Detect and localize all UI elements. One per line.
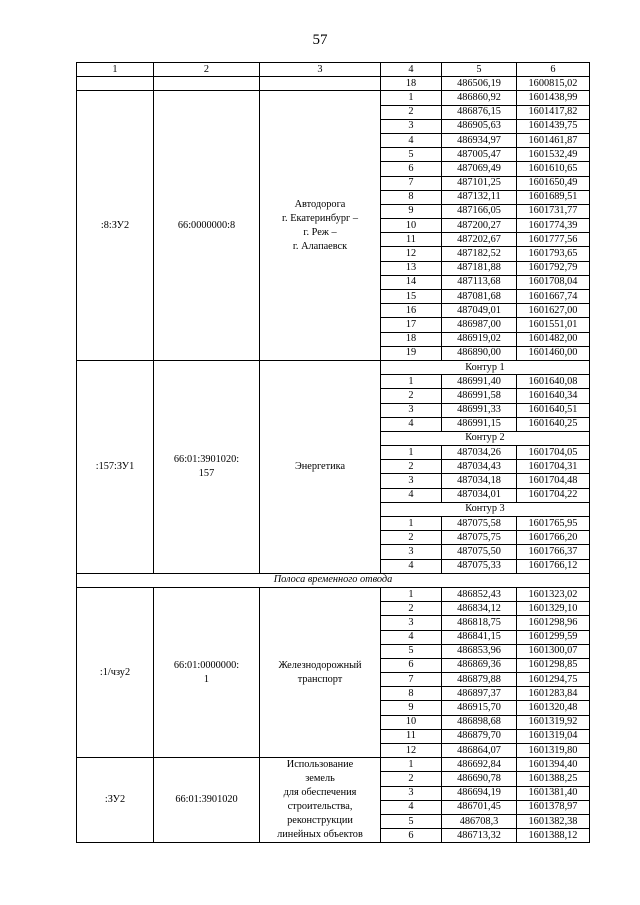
- point-number-cell: 2: [381, 460, 442, 474]
- coordinate-x-cell: 486991,40: [442, 375, 517, 389]
- cell-line: транспорт: [297, 673, 343, 685]
- empty-cell: [77, 77, 154, 91]
- point-number-cell: 17: [381, 318, 442, 332]
- coordinate-x-cell: 486694,19: [442, 786, 517, 800]
- coordinate-y-cell: 1601460,00: [517, 346, 590, 360]
- page-number: 57: [312, 32, 328, 48]
- coordinate-x-cell: 487075,75: [442, 531, 517, 545]
- cell-line: Железнодорожный: [278, 659, 362, 671]
- coordinate-x-cell: 487181,88: [442, 261, 517, 275]
- contour-label: Контур 1: [381, 360, 590, 374]
- coordinate-x-cell: 486991,58: [442, 389, 517, 403]
- coordinate-x-cell: 486879,70: [442, 729, 517, 743]
- parcel-id-cell: :157:ЗУ1: [77, 360, 154, 573]
- coordinate-y-cell: 1601482,00: [517, 332, 590, 346]
- point-number-cell: 10: [381, 715, 442, 729]
- coordinate-y-cell: 1601689,51: [517, 190, 590, 204]
- coordinate-x-cell: 487034,43: [442, 460, 517, 474]
- point-number-cell: 5: [381, 148, 442, 162]
- coordinate-y-cell: 1601300,07: [517, 644, 590, 658]
- table-row: [77, 91, 590, 105]
- point-number-cell: 8: [381, 687, 442, 701]
- cell-line: г. Реж –: [303, 226, 337, 238]
- cell-line: Автодорога: [294, 198, 346, 210]
- cell-line: 66:0000000:8: [177, 219, 236, 231]
- coordinate-x-cell: 487075,33: [442, 559, 517, 573]
- cell-line: реконструкции: [287, 815, 353, 827]
- cell-line: 66:01:3901020: [175, 794, 238, 806]
- point-number-cell: 12: [381, 744, 442, 758]
- coordinate-y-cell: 1601650,49: [517, 176, 590, 190]
- coordinate-y-cell: 1601640,51: [517, 403, 590, 417]
- coordinate-y-cell: 1601731,77: [517, 204, 590, 218]
- header-cell: 1: [77, 63, 154, 77]
- coordinate-y-cell: 1601532,49: [517, 148, 590, 162]
- coordinate-x-cell: 487132,11: [442, 190, 517, 204]
- cadastral-number-cell: [154, 758, 260, 843]
- point-number-cell: 6: [381, 162, 442, 176]
- coordinate-x-cell: 486708,3: [442, 814, 517, 828]
- cell-line: 157: [198, 467, 215, 479]
- coordinate-y-cell: 1601329,10: [517, 602, 590, 616]
- coordinate-y-cell: 1601394,40: [517, 758, 590, 772]
- coordinate-y-cell: 1601640,08: [517, 375, 590, 389]
- point-number-cell: 9: [381, 204, 442, 218]
- coordinate-y-cell: 1601551,01: [517, 318, 590, 332]
- coordinate-x-cell: 487182,52: [442, 247, 517, 261]
- coordinate-y-cell: 1601461,87: [517, 133, 590, 147]
- coordinate-x-cell: 487075,58: [442, 517, 517, 531]
- coordinate-x-cell: 486860,92: [442, 91, 517, 105]
- point-number-cell: 18: [381, 77, 442, 91]
- coordinate-y-cell: 1601319,04: [517, 729, 590, 743]
- point-number-cell: 5: [381, 644, 442, 658]
- point-number-cell: 4: [381, 488, 442, 502]
- point-number-cell: 3: [381, 545, 442, 559]
- coordinate-x-cell: 486818,75: [442, 616, 517, 630]
- cell-line: 66:01:0000000:: [173, 659, 240, 671]
- coordinate-y-cell: 1601388,12: [517, 829, 590, 843]
- point-number-cell: 4: [381, 800, 442, 814]
- header-cell: 2: [154, 63, 260, 77]
- cell-line: Использование: [286, 759, 354, 771]
- coordinate-y-cell: 1601381,40: [517, 786, 590, 800]
- coordinate-x-cell: 487101,25: [442, 176, 517, 190]
- coordinate-y-cell: 1601439,75: [517, 119, 590, 133]
- table-row: [77, 77, 590, 91]
- coordinate-x-cell: 486905,63: [442, 119, 517, 133]
- point-number-cell: 3: [381, 403, 442, 417]
- cell-line: 1: [203, 673, 210, 685]
- point-number-cell: 8: [381, 190, 442, 204]
- parcel-id-cell: :1/чзу2: [77, 587, 154, 757]
- coordinate-y-cell: 1601319,92: [517, 715, 590, 729]
- point-number-cell: 11: [381, 729, 442, 743]
- header-cell: 5: [442, 63, 517, 77]
- coordinate-y-cell: 1601765,95: [517, 517, 590, 531]
- coordinate-x-cell: 486879,88: [442, 673, 517, 687]
- coordinate-y-cell: 1601708,04: [517, 275, 590, 289]
- contour-label: Контур 2: [381, 431, 590, 445]
- parcel-id-cell: :ЗУ2: [77, 758, 154, 843]
- point-number-cell: 4: [381, 417, 442, 431]
- coordinate-x-cell: 486713,32: [442, 829, 517, 843]
- cell-line: г. Екатеринбург –: [282, 212, 358, 224]
- point-number-cell: 3: [381, 786, 442, 800]
- table-header-row: [77, 63, 590, 77]
- coordinate-y-cell: 1601378,97: [517, 800, 590, 814]
- coordinate-y-cell: 1601298,96: [517, 616, 590, 630]
- cadastral-number-cell: [154, 587, 260, 757]
- coordinate-y-cell: 1601320,48: [517, 701, 590, 715]
- point-number-cell: 2: [381, 602, 442, 616]
- coordinate-x-cell: 486987,00: [442, 318, 517, 332]
- point-number-cell: 1: [381, 517, 442, 531]
- point-number-cell: 2: [381, 531, 442, 545]
- point-number-cell: 1: [381, 446, 442, 460]
- land-use-cell: [260, 91, 381, 361]
- coordinate-x-cell: 486701,45: [442, 800, 517, 814]
- coordinate-y-cell: 1601704,31: [517, 460, 590, 474]
- empty-cell: [260, 77, 381, 91]
- coordinate-x-cell: 487069,49: [442, 162, 517, 176]
- header-cell: 3: [260, 63, 381, 77]
- coordinate-x-cell: 487034,26: [442, 446, 517, 460]
- coordinate-x-cell: 487005,47: [442, 148, 517, 162]
- parcel-id-cell: :8:ЗУ2: [77, 91, 154, 361]
- coordinate-y-cell: 1601793,65: [517, 247, 590, 261]
- coordinate-x-cell: 486915,70: [442, 701, 517, 715]
- cell-line: 66:01:3901020:: [173, 453, 240, 465]
- section-row: [77, 573, 590, 587]
- point-number-cell: 2: [381, 772, 442, 786]
- point-number-cell: 3: [381, 616, 442, 630]
- point-number-cell: 12: [381, 247, 442, 261]
- coordinate-y-cell: 1601792,79: [517, 261, 590, 275]
- point-number-cell: 5: [381, 814, 442, 828]
- point-number-cell: 19: [381, 346, 442, 360]
- table-row: [77, 758, 590, 772]
- coordinate-x-cell: 487049,01: [442, 304, 517, 318]
- point-number-cell: 4: [381, 559, 442, 573]
- point-number-cell: 1: [381, 758, 442, 772]
- coordinate-x-cell: 486919,02: [442, 332, 517, 346]
- land-use-cell: [260, 360, 381, 573]
- coordinate-x-cell: 486897,37: [442, 687, 517, 701]
- coordinate-y-cell: 1601704,22: [517, 488, 590, 502]
- coordinate-x-cell: 486890,00: [442, 346, 517, 360]
- cell-line: земель: [305, 773, 335, 785]
- point-number-cell: 4: [381, 630, 442, 644]
- coordinate-x-cell: 487113,68: [442, 275, 517, 289]
- coordinate-x-cell: 486876,15: [442, 105, 517, 119]
- coordinate-y-cell: 1601627,00: [517, 304, 590, 318]
- coordinate-x-cell: 486898,68: [442, 715, 517, 729]
- coordinate-y-cell: 1601766,20: [517, 531, 590, 545]
- point-number-cell: 2: [381, 105, 442, 119]
- coordinate-y-cell: 1601774,39: [517, 219, 590, 233]
- coordinate-y-cell: 1601298,85: [517, 658, 590, 672]
- point-number-cell: 2: [381, 389, 442, 403]
- coordinate-x-cell: 487166,05: [442, 204, 517, 218]
- coordinate-y-cell: 1601388,25: [517, 772, 590, 786]
- coordinate-y-cell: 1601299,59: [517, 630, 590, 644]
- table-row: [77, 587, 590, 601]
- coordinate-y-cell: 1601438,99: [517, 91, 590, 105]
- cadastral-number-cell: [154, 360, 260, 573]
- contour-label: Контур 3: [381, 502, 590, 516]
- point-number-cell: 13: [381, 261, 442, 275]
- coordinate-y-cell: 1600815,02: [517, 77, 590, 91]
- coordinate-y-cell: 1601283,84: [517, 687, 590, 701]
- cadastral-number-cell: [154, 91, 260, 361]
- coordinate-x-cell: 486690,78: [442, 772, 517, 786]
- point-number-cell: 6: [381, 829, 442, 843]
- coordinate-x-cell: 486853,96: [442, 644, 517, 658]
- coordinates-table: [76, 62, 590, 843]
- point-number-cell: 3: [381, 119, 442, 133]
- coordinate-x-cell: 486852,43: [442, 587, 517, 601]
- coordinate-y-cell: 1601777,56: [517, 233, 590, 247]
- coordinate-y-cell: 1601610,65: [517, 162, 590, 176]
- coordinate-x-cell: 486934,97: [442, 133, 517, 147]
- coordinate-x-cell: 486864,07: [442, 744, 517, 758]
- coordinate-x-cell: 486692,84: [442, 758, 517, 772]
- coordinate-y-cell: 1601704,05: [517, 446, 590, 460]
- coordinate-x-cell: 486991,33: [442, 403, 517, 417]
- point-number-cell: 10: [381, 219, 442, 233]
- point-number-cell: 1: [381, 587, 442, 601]
- coordinate-y-cell: 1601417,82: [517, 105, 590, 119]
- coordinate-x-cell: 486869,36: [442, 658, 517, 672]
- coordinate-x-cell: 487034,18: [442, 474, 517, 488]
- point-number-cell: 16: [381, 304, 442, 318]
- coordinate-y-cell: 1601667,74: [517, 290, 590, 304]
- cell-line: г. Алапаевск: [292, 240, 348, 252]
- coordinate-y-cell: 1601319,80: [517, 744, 590, 758]
- coordinate-x-cell: 486841,15: [442, 630, 517, 644]
- header-cell: 4: [381, 63, 442, 77]
- land-use-cell: [260, 758, 381, 843]
- point-number-cell: 4: [381, 133, 442, 147]
- coordinate-x-cell: 486991,15: [442, 417, 517, 431]
- cell-line: линейных объектов: [277, 829, 363, 841]
- point-number-cell: 7: [381, 176, 442, 190]
- point-number-cell: 18: [381, 332, 442, 346]
- section-title: Полоса временного отвода: [77, 573, 590, 587]
- table-body: [77, 63, 590, 843]
- cell-line: Энергетика: [294, 460, 346, 472]
- coordinate-y-cell: 1601294,75: [517, 673, 590, 687]
- point-number-cell: 6: [381, 658, 442, 672]
- coordinate-x-cell: 486834,12: [442, 602, 517, 616]
- point-number-cell: 15: [381, 290, 442, 304]
- coordinate-x-cell: 487075,50: [442, 545, 517, 559]
- point-number-cell: 11: [381, 233, 442, 247]
- coordinate-y-cell: 1601766,12: [517, 559, 590, 573]
- coordinate-y-cell: 1601766,37: [517, 545, 590, 559]
- coordinate-x-cell: 486506,19: [442, 77, 517, 91]
- point-number-cell: 9: [381, 701, 442, 715]
- coordinate-x-cell: 487081,68: [442, 290, 517, 304]
- contour-label-row: [77, 360, 590, 374]
- coordinate-x-cell: 487202,67: [442, 233, 517, 247]
- cell-line: строительства,: [287, 801, 353, 813]
- point-number-cell: 7: [381, 673, 442, 687]
- coordinate-y-cell: 1601704,48: [517, 474, 590, 488]
- coordinate-x-cell: 487034,01: [442, 488, 517, 502]
- coordinate-x-cell: 487200,27: [442, 219, 517, 233]
- coordinate-y-cell: 1601323,02: [517, 587, 590, 601]
- coordinate-y-cell: 1601640,34: [517, 389, 590, 403]
- empty-cell: [154, 77, 260, 91]
- cell-line: для обеспечения: [283, 787, 357, 799]
- land-use-cell: [260, 587, 381, 757]
- coordinate-y-cell: 1601382,38: [517, 814, 590, 828]
- point-number-cell: 3: [381, 474, 442, 488]
- header-cell: 6: [517, 63, 590, 77]
- point-number-cell: 14: [381, 275, 442, 289]
- point-number-cell: 1: [381, 91, 442, 105]
- coordinate-y-cell: 1601640,25: [517, 417, 590, 431]
- point-number-cell: 1: [381, 375, 442, 389]
